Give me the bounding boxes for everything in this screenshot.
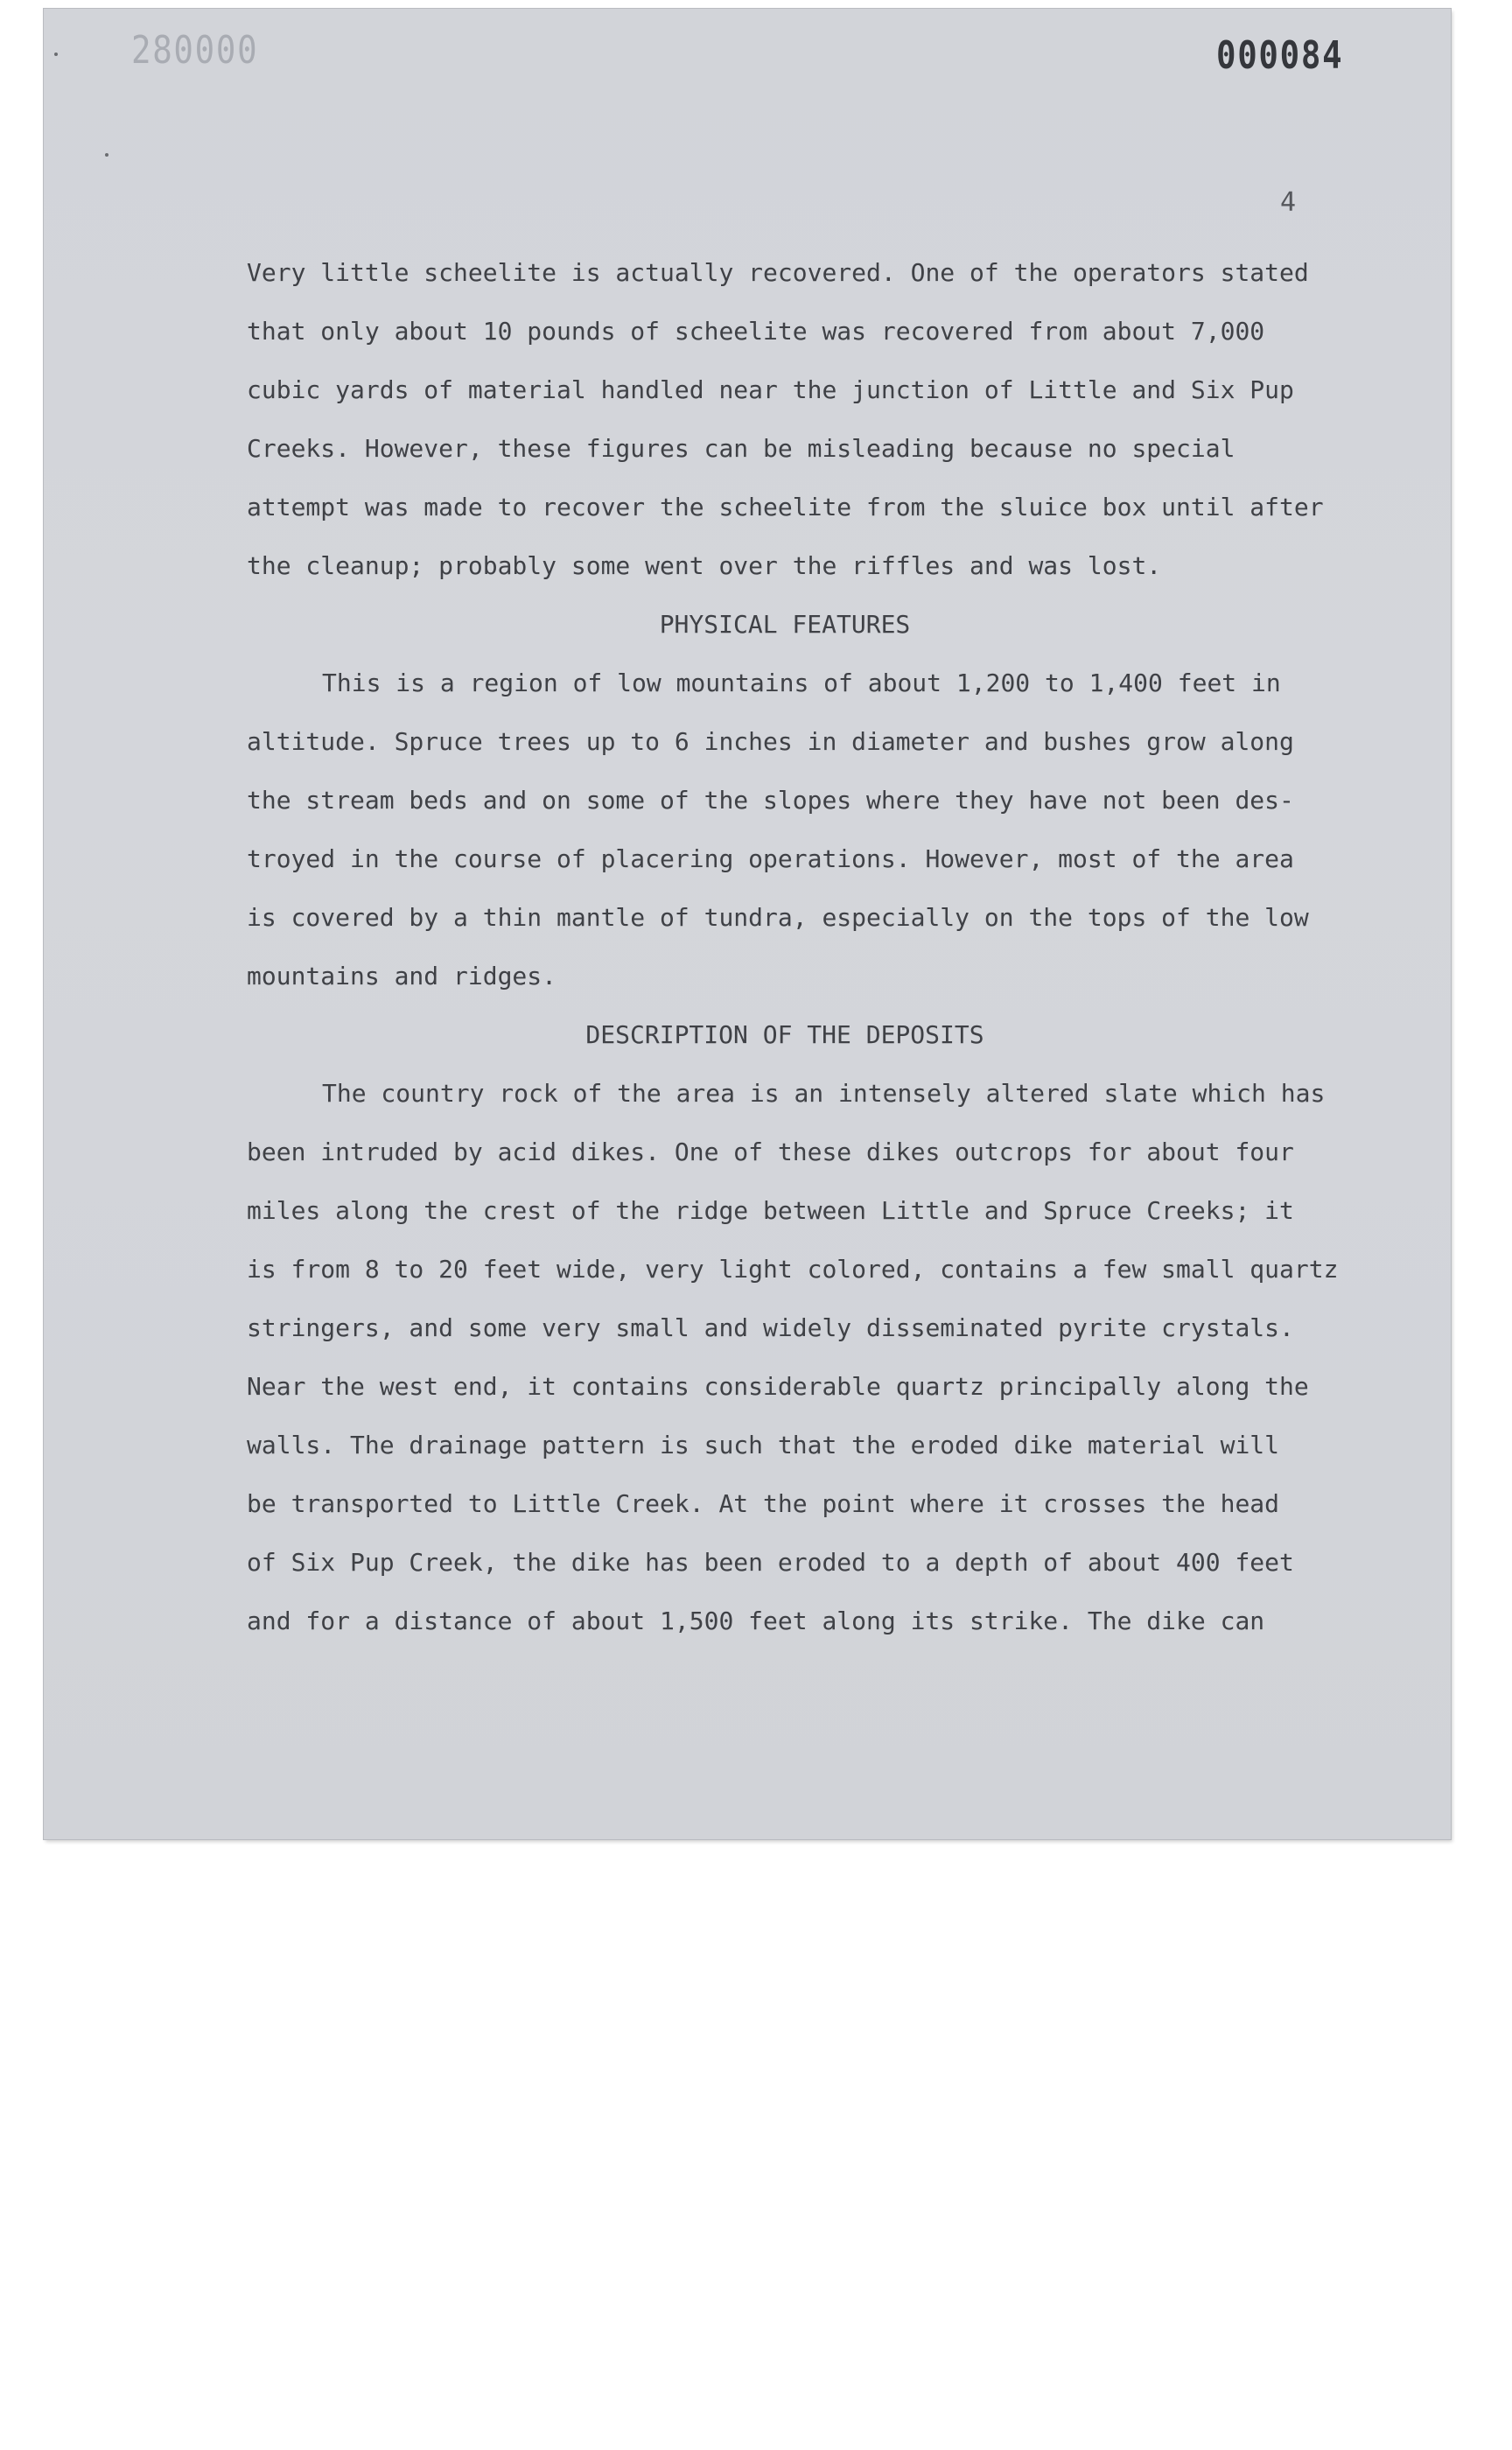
text-line: Very little scheelite is actually recovered. One of the operators stated [247, 258, 1309, 287]
document-body [247, 243, 1384, 1650]
text-line: Creeks. However, these figures can be misleading because no special [247, 434, 1236, 463]
text-line: Near the west end, it contains considerable quartz principally along the [247, 1372, 1309, 1401]
section-heading-physical-features: PHYSICAL FEATURES [659, 610, 911, 639]
text-line: be transported to Little Creek. At the point where it crosses the head [247, 1489, 1280, 1518]
text-line: altitude. Spruce trees up to 6 inches in diameter and bushes grow along [247, 727, 1294, 756]
text-line: attempt was made to recover the scheelite from the sluice box until after [247, 493, 1324, 522]
text-line: The country rock of the area is an intensely altered slate which has [322, 1079, 1326, 1108]
page-number: 4 [1280, 187, 1297, 218]
text-line: This is a region of low mountains of about 1,200 to 1,400 feet in [322, 668, 1281, 697]
text-line: that only about 10 pounds of scheelite was recovered from about 7,000 [247, 317, 1265, 346]
text-line: troyed in the course of placering operations. However, most of the area [247, 844, 1294, 873]
stamp-number-left: 280000 [131, 28, 259, 73]
text-line: the stream beds and on some of the slopes where they have not been des- [247, 786, 1294, 815]
speck [54, 52, 58, 56]
text-line: the cleanup; probably some went over the riffles and was lost. [247, 551, 1162, 580]
text-line: miles along the crest of the ridge between Little and Spruce Creeks; it [247, 1196, 1294, 1225]
text-line: mountains and ridges. [247, 962, 557, 990]
section-heading-description-of-deposits: DESCRIPTION OF THE DEPOSITS [585, 1020, 984, 1049]
text-line: and for a distance of about 1,500 feet along its strike. The dike can [247, 1606, 1265, 1635]
stamp-number-right: 000084 [1216, 33, 1344, 78]
speck [105, 153, 108, 157]
document-page [44, 9, 1451, 1839]
text-line: is covered by a thin mantle of tundra, especially on the tops of the low [247, 903, 1309, 932]
text-line: cubic yards of material handled near the junction of Little and Six Pup [247, 375, 1294, 404]
text-line: of Six Pup Creek, the dike has been eroded to a depth of about 400 feet [247, 1548, 1294, 1577]
text-line: is from 8 to 20 feet wide, very light colored, contains a few small quartz [247, 1255, 1339, 1284]
text-line: stringers, and some very small and widely disseminated pyrite crystals. [247, 1313, 1294, 1342]
text-line: walls. The drainage pattern is such that the eroded dike material will [247, 1431, 1280, 1460]
text-line: been intruded by acid dikes. One of these dikes outcrops for about four [247, 1138, 1294, 1166]
